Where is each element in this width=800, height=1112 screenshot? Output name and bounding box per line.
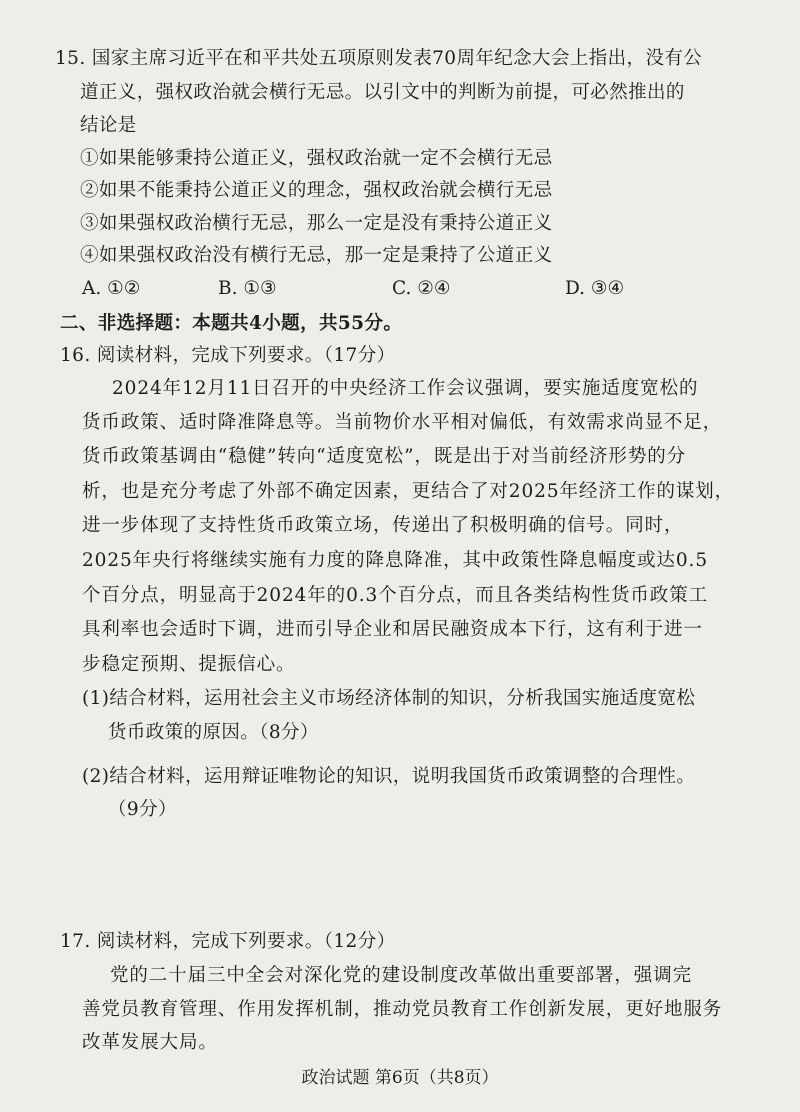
q16-task-1: (1)结合材料，运用社会主义市场经济体制的知识，分析我国实施适度宽松: [82, 688, 696, 709]
q17-material-line-3: 改革发展大局。: [82, 1032, 218, 1053]
q15-stem-line-1: 15. 国家主席习近平在和平共处五项原则发表70周年纪念大会上指出，没有公: [55, 48, 703, 69]
q16-task-2-cont: （9分）: [108, 799, 177, 820]
q17-title: 17. 阅读材料，完成下列要求。（12分）: [60, 931, 396, 952]
q16-material-line-7: 个百分点，明显高于2024年的0.3个百分点，而且各类结构性货币政策工: [82, 585, 709, 606]
q17-material-line-2: 善党员教育管理、作用发挥机制，推动党员教育工作创新发展，更好地服务: [82, 999, 723, 1020]
q15-stem-line-2: 道正义，强权政治就会横行无忌。以引文中的判断为前提，可必然推出的: [80, 82, 685, 103]
q15-item-1: ①如果能够秉持公道正义，强权政治就一定不会横行无忌: [80, 148, 553, 169]
q16-material-line-9: 步稳定预期、提振信心。: [82, 654, 296, 675]
q15-stem-line-3: 结论是: [80, 115, 137, 136]
q16-material-line-8: 具利率也会适时下调，进而引导企业和居民融资成本下行，这有利于进一: [82, 619, 703, 640]
q15-item-4: ④如果强权政治没有横行无忌，那一定是秉持了公道正义: [80, 245, 553, 266]
q15-choice-c: C. ②④: [392, 278, 451, 299]
q15-choice-b: B. ①③: [218, 278, 277, 299]
page-footer: 政治试题 第6页（共8页）: [301, 1068, 499, 1088]
q16-title: 16. 阅读材料，完成下列要求。（17分）: [60, 345, 396, 366]
q15-item-2: ②如果不能秉持公道正义的理念，强权政治就会横行无忌: [80, 180, 553, 201]
q15-choice-d: D. ③④: [565, 278, 625, 299]
q16-material-line-1: 2024年12月11日召开的中央经济工作会议强调，要实施适度宽松的: [112, 378, 699, 399]
q16-material-line-3: 货币政策基调由“稳健”转向“适度宽松”，既是出于对当前经济形势的分: [82, 446, 687, 467]
q15-item-3: ③如果强权政治横行无忌，那么一定是没有秉持公道正义: [80, 213, 553, 234]
q16-task-1-cont: 货币政策的原因。（8分）: [108, 722, 319, 743]
q16-material-line-6: 2025年央行将继续实施有力度的降息降准，其中政策性降息幅度或达0.5: [82, 550, 709, 571]
q16-task-2: (2)结合材料，运用辩证唯物论的知识，说明我国货币政策调整的合理性。: [82, 766, 696, 787]
q16-material-line-2: 货币政策、适时降准降息等。当前物价水平相对偏低，有效需求尚显不足，: [82, 412, 723, 433]
section-2-heading: 二、非选择题：本题共4小题，共55分。: [60, 313, 403, 334]
q16-material-line-5: 进一步体现了支持性货币政策立场，传递出了积极明确的信号。同时，: [82, 515, 684, 536]
q16-material-line-4: 析，也是充分考虑了外部不确定因素，更结合了对2025年经济工作的谋划，: [82, 481, 735, 502]
q15-choice-a: A. ①②: [82, 278, 141, 299]
q17-material-line-1: 党的二十届三中全会对深化党的建设制度改革做出重要部署，强调完: [110, 965, 693, 986]
